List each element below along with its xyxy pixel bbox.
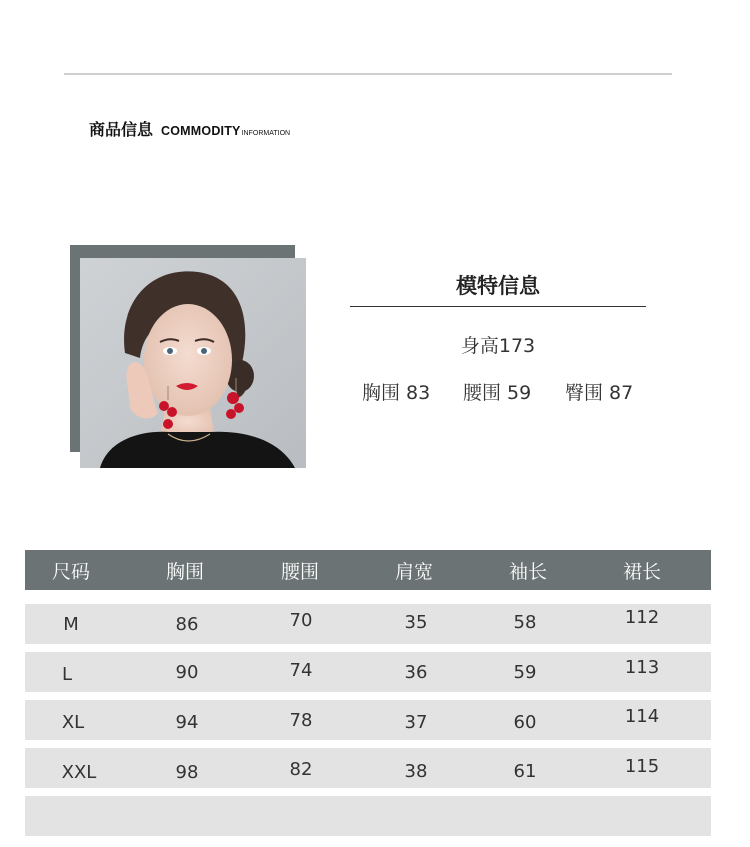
commodity-title-en-small: INFORMATION (241, 130, 291, 137)
cell-bust: 94 (175, 712, 199, 733)
header-size: 尺码 (51, 561, 91, 583)
header-waist: 腰围 (280, 561, 320, 583)
table-row (25, 748, 711, 788)
cell-skirt-length: 114 (624, 706, 660, 727)
cell-waist: 82 (289, 759, 313, 780)
table-row (25, 652, 711, 692)
cell-sleeve: 61 (513, 761, 537, 782)
cell-bust: 98 (175, 762, 199, 783)
header-skirt-length: 裙长 (622, 561, 662, 583)
model-bust: 胸围 83 (362, 382, 431, 404)
cell-bust: 86 (175, 614, 199, 635)
model-info-divider (350, 306, 646, 307)
header-shoulder: 肩宽 (394, 561, 434, 583)
cell-bust: 90 (175, 662, 199, 683)
model-height: 身高173 (460, 335, 536, 357)
cell-shoulder: 36 (404, 662, 428, 683)
cell-sleeve: 58 (513, 612, 537, 633)
cell-skirt-length: 115 (624, 756, 660, 777)
cell-waist: 74 (289, 660, 313, 681)
header-bust: 胸围 (165, 561, 205, 583)
cell-size: M (63, 614, 79, 635)
commodity-title-cn: 商品信息 (89, 120, 154, 139)
cell-skirt-length: 112 (624, 607, 660, 628)
model-photo (80, 258, 306, 468)
table-row (25, 604, 711, 644)
table-row (25, 700, 711, 740)
model-info-title: 模特信息 (456, 274, 540, 298)
cell-waist: 78 (289, 710, 313, 731)
model-hip: 臀围 87 (565, 382, 634, 404)
cell-waist: 70 (289, 610, 313, 631)
cell-size: L (61, 664, 73, 685)
header-sleeve: 袖长 (508, 561, 548, 583)
table-row-empty (25, 796, 711, 836)
commodity-title-en: COMMODITY (161, 124, 241, 138)
cell-sleeve: 59 (513, 662, 537, 683)
commodity-section-title (89, 117, 290, 140)
cell-sleeve: 60 (513, 712, 537, 733)
cell-size: XXL (61, 762, 97, 783)
size-table-header (25, 550, 711, 590)
cell-skirt-length: 113 (624, 657, 660, 678)
cell-shoulder: 35 (404, 612, 428, 633)
cell-shoulder: 38 (404, 761, 428, 782)
cell-size: XL (61, 712, 85, 733)
cell-shoulder: 37 (404, 712, 428, 733)
top-divider (64, 73, 672, 75)
model-portrait-image (80, 258, 306, 468)
model-waist: 腰围 59 (463, 382, 532, 404)
